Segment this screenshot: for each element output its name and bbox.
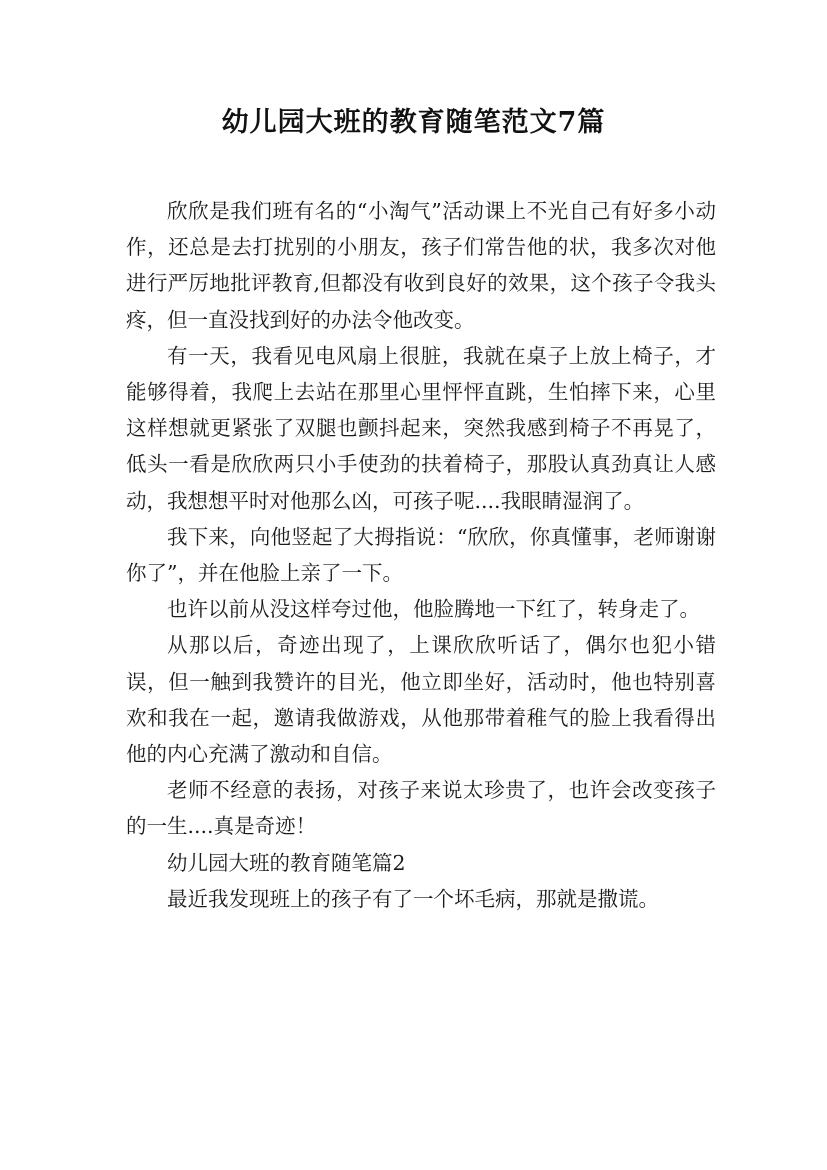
paragraph-2: 有一天，我看见电风扇上很脏，我就在桌子上放上椅子，才能够得着，我爬上去站在那里心里怦怦直跳，生怕摔下来，心里这样想就更紧张了双腿也颤抖起来，突然我感到椅子不再晃了，低头一看是欣欣两只小手使劲的扶着椅子，那股认真劲真让人感动，我想想平时对他那么凶，可孩子呢....我眼睛湿润了。 <box>126 343 716 513</box>
document-title: 幼儿园大班的教育随笔范文7篇 <box>221 107 606 138</box>
paragraph-6: 老师不经意的表扬，对孩子来说太珍贵了，也许会改变孩子的一生....真是奇迹！ <box>126 778 716 839</box>
paragraph-4: 也许以前从没这样夸过他，他脸腾地一下红了，转身走了。 <box>167 597 700 622</box>
document-body <box>126 193 716 917</box>
paragraph-3: 我下来，向他竖起了大拇指说：“欣欣，你真懂事，老师谢谢你了”，并在他脸上亲了一下。 <box>126 524 716 586</box>
paragraph-5: 从那以后，奇迹出现了，上课欣欣听话了，偶尔也犯小错误，但一触到我赞许的目光，他立即坐好，活动时，他也特别喜欢和我在一起，邀请我做游戏，从他那带着稚气的脸上我看得出他的内心充满了激动和自信。 <box>126 633 716 767</box>
paragraph-1: 欣欣是我们班有名的“小淘气”活动课上不光自己有好多小动作，还总是去打扰别的小朋友，孩子们常告他的状，我多次对他进行严厉地批评教育,但都没有收到良好的效果，这个孩子令我头疼，但一直没找到好的办法令他改变。 <box>126 199 716 332</box>
section-paragraph-1: 最近我发现班上的孩子有了一个坏毛病，那就是撒谎。 <box>167 886 659 911</box>
section-heading: 幼儿园大班的教育随笔篇2 <box>167 850 406 875</box>
